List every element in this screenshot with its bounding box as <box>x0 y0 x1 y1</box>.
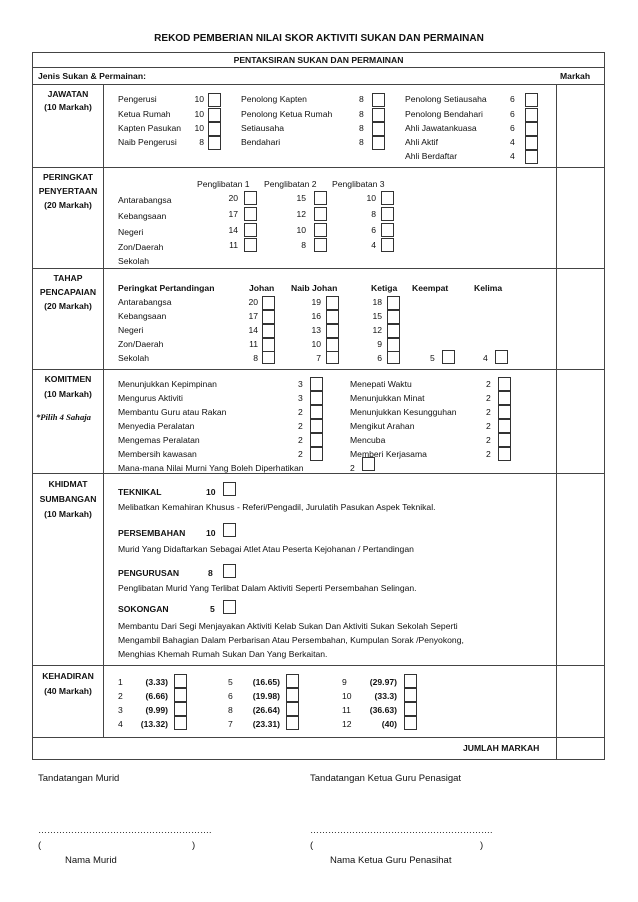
tahap-label-2: PENCAPAIAN <box>39 287 97 297</box>
checkbox[interactable] <box>286 688 299 702</box>
row-label: Antarabangsa <box>118 195 172 205</box>
option-value: 6 <box>510 109 515 119</box>
option-value: 8 <box>199 137 204 147</box>
khidmat-label-2: SUMBANGAN <box>39 494 97 504</box>
option-value: 14 <box>248 325 258 335</box>
option-value: 14 <box>228 225 238 235</box>
option-value: 8 <box>359 94 364 104</box>
week-score: (23.31) <box>252 719 280 729</box>
checkbox[interactable] <box>314 238 327 252</box>
checkbox[interactable] <box>244 223 257 237</box>
checkbox[interactable] <box>404 702 417 716</box>
checkbox[interactable] <box>381 191 394 205</box>
option-value: 4 <box>510 151 515 161</box>
checkbox[interactable] <box>498 419 511 433</box>
week-score: (9.99) <box>145 705 168 715</box>
option-value: 10 <box>194 123 204 133</box>
tahap-markah: (20 Markah) <box>44 301 92 311</box>
checkbox[interactable] <box>387 324 400 338</box>
column-header: Peringkat Pertandingan <box>118 283 215 293</box>
checkbox[interactable] <box>310 377 323 391</box>
option-label: Mencuba <box>350 435 386 445</box>
paren-close: ) <box>192 840 196 851</box>
paren-close: ) <box>480 840 484 851</box>
paren-open: ( <box>310 840 314 851</box>
week-score: (40) <box>381 719 397 729</box>
checkbox[interactable] <box>387 338 400 352</box>
checkbox[interactable] <box>442 350 455 364</box>
week-number: 6 <box>228 691 233 701</box>
option-label: Mana-mana Nilai Murni Yang Boleh Diperhatikan <box>118 463 304 473</box>
option-label: Penolong Setiausaha <box>405 94 487 104</box>
week-number: 3 <box>118 705 123 715</box>
checkbox[interactable] <box>495 350 508 364</box>
option-value: 10 <box>194 94 204 104</box>
item-description: Mengambil Bahagian Dalam Perbarisan Atau Persembahan, Kumpulan Sorak /Penyokong, <box>118 635 464 645</box>
option-value: 2 <box>486 449 491 459</box>
option-label: Ahli Jawatankuasa <box>405 123 477 133</box>
option-label: Menunjukkan Kepimpinan <box>118 379 217 389</box>
option-label: Ketua Rumah <box>118 109 171 119</box>
item-title: TEKNIKAL <box>118 487 162 497</box>
week-number: 5 <box>228 677 233 687</box>
nama-murid-label: Nama Murid <box>65 855 117 866</box>
divider <box>32 369 605 370</box>
option-value: 15 <box>372 311 382 321</box>
nama-guru-label: Nama Ketua Guru Penasihat <box>330 855 452 866</box>
option-label: Penolong Kapten <box>241 94 307 104</box>
option-label: Menunjukkan Kesungguhan <box>350 407 457 417</box>
paren-open: ( <box>38 840 42 851</box>
divider <box>32 473 605 474</box>
option-value: 6 <box>377 353 382 363</box>
week-number: 7 <box>228 719 233 729</box>
checkbox[interactable] <box>310 391 323 405</box>
option-value: 10 <box>296 225 306 235</box>
checkbox[interactable] <box>525 122 538 136</box>
checkbox[interactable] <box>174 688 187 702</box>
option-value: 4 <box>483 353 488 363</box>
option-value: 5 <box>210 604 215 614</box>
option-value: 7 <box>316 353 321 363</box>
checkbox[interactable] <box>174 702 187 716</box>
option-label: Membersih kawasan <box>118 449 197 459</box>
option-value: 8 <box>371 209 376 219</box>
peringkat-label: PERINGKAT <box>43 172 93 182</box>
option-value: 2 <box>486 435 491 445</box>
option-value: 17 <box>248 311 258 321</box>
checkbox[interactable] <box>387 350 400 364</box>
week-number: 1 <box>118 677 123 687</box>
option-value: 10 <box>366 193 376 203</box>
checkbox[interactable] <box>525 93 538 107</box>
option-value: 2 <box>298 407 303 417</box>
checkbox[interactable] <box>208 108 221 122</box>
checkbox[interactable] <box>498 433 511 447</box>
checkbox[interactable] <box>208 136 221 150</box>
option-value: 2 <box>486 407 491 417</box>
row-label: Antarabangsa <box>118 297 172 307</box>
checkbox[interactable] <box>498 377 511 391</box>
option-value: 2 <box>486 421 491 431</box>
checkbox[interactable] <box>381 223 394 237</box>
row-label: Kebangsaan <box>118 311 167 321</box>
row-label: Sekolah <box>118 256 150 266</box>
option-value: 15 <box>296 193 306 203</box>
checkbox[interactable] <box>223 523 236 537</box>
column-header: Penglibatan 1 <box>197 179 250 189</box>
option-value: 6 <box>510 123 515 133</box>
option-value: 10 <box>206 487 216 497</box>
option-label: Kapten Pasukan <box>118 123 182 133</box>
week-number: 9 <box>342 677 347 687</box>
checkbox[interactable] <box>310 447 323 461</box>
khidmat-markah: (10 Markah) <box>44 509 92 519</box>
checkbox[interactable] <box>326 350 339 364</box>
row-label: Negeri <box>118 325 144 335</box>
divider <box>32 67 605 68</box>
option-value: 2 <box>486 393 491 403</box>
row-label: Negeri <box>118 227 144 237</box>
option-label: Naib Pengerusi <box>118 137 177 147</box>
week-score: (13.32) <box>140 719 168 729</box>
option-label: Mengemas Peralatan <box>118 435 200 445</box>
row-label: Zon/Daerah <box>118 339 164 349</box>
checkbox[interactable] <box>174 716 187 730</box>
item-description: Murid Yang Didaftarkan Sebagai Atlet Atau Peserta Kejohanan / Pertandingan <box>118 544 414 554</box>
option-label: Penolong Bendahari <box>405 109 483 119</box>
checkbox[interactable] <box>244 207 257 221</box>
option-label: Mengikut Arahan <box>350 421 415 431</box>
option-value: 2 <box>298 435 303 445</box>
checkbox[interactable] <box>286 702 299 716</box>
checkbox[interactable] <box>525 136 538 150</box>
checkbox[interactable] <box>314 191 327 205</box>
jawatan-label: JAWATAN <box>47 89 89 99</box>
option-label: Ahli Berdaftar <box>405 151 458 161</box>
checkbox[interactable] <box>208 122 221 136</box>
week-score: (6.66) <box>145 691 168 701</box>
option-value: 6 <box>371 225 376 235</box>
divider <box>32 737 605 738</box>
option-label: Mengurus Aktiviti <box>118 393 183 403</box>
option-value: 17 <box>228 209 238 219</box>
checkbox[interactable] <box>244 191 257 205</box>
jawatan-markah: (10 Markah) <box>44 102 92 112</box>
option-value: 11 <box>229 240 238 250</box>
checkbox[interactable] <box>314 223 327 237</box>
week-score: (19.98) <box>252 691 280 701</box>
option-value: 9 <box>377 339 382 349</box>
checkbox[interactable] <box>372 108 385 122</box>
option-label: Bendahari <box>241 137 281 147</box>
checkbox[interactable] <box>404 674 417 688</box>
option-value: 4 <box>371 240 376 250</box>
item-description: Membantu Dari Segi Menjayakan Aktiviti Kelab Sukan Dan Aktiviti Sukan Sekolah Seperti <box>118 621 458 631</box>
peringkat-label-2: PENYERTAAN <box>38 186 98 196</box>
checkbox[interactable] <box>498 447 511 461</box>
option-label: Pengerusi <box>118 94 157 104</box>
markah-column-divider <box>556 84 557 737</box>
checkbox[interactable] <box>362 457 375 471</box>
divider <box>32 268 605 269</box>
week-score: (26.64) <box>252 705 280 715</box>
checkbox[interactable] <box>310 405 323 419</box>
markah-header: Markah <box>560 71 591 81</box>
checkbox[interactable] <box>262 324 275 338</box>
item-title: PERSEMBAHAN <box>118 528 186 538</box>
week-number: 4 <box>118 719 123 729</box>
week-score: (29.97) <box>369 677 397 687</box>
week-score: (3.33) <box>145 677 168 687</box>
label-column-divider <box>103 84 104 737</box>
markah-column-divider <box>556 737 557 760</box>
checkbox[interactable] <box>286 674 299 688</box>
checkbox[interactable] <box>310 433 323 447</box>
checkbox[interactable] <box>310 419 323 433</box>
checkbox[interactable] <box>372 93 385 107</box>
option-label: Setiausaha <box>241 123 285 133</box>
option-value: 8 <box>301 240 306 250</box>
option-value: 20 <box>248 297 258 307</box>
week-number: 2 <box>118 691 123 701</box>
checkbox[interactable] <box>498 405 511 419</box>
option-value: 2 <box>486 379 491 389</box>
checkbox[interactable] <box>404 716 417 730</box>
column-header: Kelima <box>474 283 503 293</box>
signature-guru-label: Tandatangan Ketua Guru Penasigat <box>310 773 462 784</box>
item-description: Penglibatan Murid Yang Terlibat Dalam Aktiviti Seperti Persembahan Selingan. <box>118 583 417 593</box>
item-title: SOKONGAN <box>118 604 169 614</box>
checkbox[interactable] <box>286 716 299 730</box>
checkbox[interactable] <box>387 310 400 324</box>
option-label: Menyedia Peralatan <box>118 421 195 431</box>
option-value: 2 <box>298 421 303 431</box>
option-value: 2 <box>350 463 355 473</box>
week-number: 11 <box>342 705 351 715</box>
checkbox[interactable] <box>381 207 394 221</box>
option-value: 2 <box>298 449 303 459</box>
tahap-label: TAHAP <box>53 273 83 283</box>
kehadiran-markah: (40 Markah) <box>44 686 92 696</box>
week-score: (16.65) <box>252 677 280 687</box>
checkbox[interactable] <box>404 688 417 702</box>
week-score: (36.63) <box>369 705 397 715</box>
checkbox[interactable] <box>326 310 339 324</box>
jenis-sukan-label: Jenis Sukan & Permainan: <box>38 71 146 81</box>
komitmen-markah: (10 Markah) <box>44 389 92 399</box>
checkbox[interactable] <box>326 296 339 310</box>
row-label: Kebangsaan <box>118 211 167 221</box>
signature-line-guru: ……………………………………………………. <box>310 825 493 835</box>
kehadiran-label: KEHADIRAN <box>42 671 94 681</box>
column-header: Penglibatan 2 <box>264 179 317 189</box>
checkbox[interactable] <box>262 350 275 364</box>
checkbox[interactable] <box>372 122 385 136</box>
option-value: 8 <box>359 109 364 119</box>
checkbox[interactable] <box>262 296 275 310</box>
option-value: 8 <box>253 353 258 363</box>
option-label: Penolong Ketua Rumah <box>241 109 333 119</box>
section-subtitle: PENTAKSIRAN SUKAN DAN PERMAINAN <box>233 55 404 65</box>
option-value: 3 <box>298 379 303 389</box>
khidmat-label: KHIDMAT <box>48 479 88 489</box>
checkbox[interactable] <box>372 136 385 150</box>
item-title: PENGURUSAN <box>118 568 180 578</box>
checkbox[interactable] <box>262 310 275 324</box>
week-number: 12 <box>342 719 352 729</box>
checkbox[interactable] <box>498 391 511 405</box>
column-header: Keempat <box>412 283 449 293</box>
option-value: 8 <box>359 123 364 133</box>
checkbox[interactable] <box>223 564 236 578</box>
option-value: 10 <box>311 339 321 349</box>
option-value: 19 <box>311 297 321 307</box>
checkbox[interactable] <box>525 108 538 122</box>
row-label: Zon/Daerah <box>118 242 164 252</box>
option-value: 12 <box>372 325 382 335</box>
option-value: 6 <box>510 94 515 104</box>
option-value: 11 <box>249 339 258 349</box>
column-header: Naib Johan <box>291 283 338 293</box>
option-label: Menepati Waktu <box>350 379 412 389</box>
checkbox[interactable] <box>244 238 257 252</box>
week-score: (33.3) <box>374 691 397 701</box>
option-value: 8 <box>359 137 364 147</box>
option-value: 8 <box>208 568 213 578</box>
page-title: REKOD PEMBERIAN NILAI SKOR AKTIVITI SUKAN DAN PERMAINAN <box>154 33 484 44</box>
checkbox[interactable] <box>208 93 221 107</box>
column-header: Penglibatan 3 <box>332 179 385 189</box>
option-value: 20 <box>228 193 238 203</box>
komitmen-label: KOMITMEN <box>44 374 92 384</box>
peringkat-markah: (20 Markah) <box>44 200 92 210</box>
item-description: Menghias Khemah Rumah Sukan Dan Yang Berkaitan. <box>118 649 328 659</box>
checkbox[interactable] <box>326 324 339 338</box>
option-value: 10 <box>194 109 204 119</box>
option-value: 5 <box>430 353 435 363</box>
option-value: 13 <box>311 325 321 335</box>
option-value: 3 <box>298 393 303 403</box>
option-value: 12 <box>296 209 306 219</box>
option-value: 16 <box>311 311 321 321</box>
option-value: 10 <box>206 528 216 538</box>
column-header: Johan <box>249 283 275 293</box>
komitmen-note: *Pilih 4 Sahaja <box>36 412 91 422</box>
checkbox[interactable] <box>314 207 327 221</box>
checkbox[interactable] <box>223 482 236 496</box>
row-label: Sekolah <box>118 353 150 363</box>
divider <box>32 84 605 85</box>
signature-murid-label: Tandatangan Murid <box>38 773 120 784</box>
week-number: 10 <box>342 691 352 701</box>
option-value: 4 <box>510 137 515 147</box>
checkbox[interactable] <box>525 150 538 164</box>
option-label: Membantu Guru atau Rakan <box>118 407 227 417</box>
checkbox[interactable] <box>387 296 400 310</box>
item-description: Melibatkan Kemahiran Khusus - Referi/Pengadil, Jurulatih Pasukan Aspek Teknikal. <box>118 502 436 512</box>
signature-line-murid: …………………………………………………. <box>38 825 212 835</box>
option-label: Menunjukkan Minat <box>350 393 425 403</box>
column-header: Ketiga <box>371 283 398 293</box>
checkbox[interactable] <box>262 338 275 352</box>
week-number: 8 <box>228 705 233 715</box>
checkbox[interactable] <box>381 238 394 252</box>
divider <box>32 167 605 168</box>
checkbox[interactable] <box>326 338 339 352</box>
jumlah-markah-label: JUMLAH MARKAH <box>463 743 540 753</box>
divider <box>32 665 605 666</box>
option-value: 18 <box>372 297 382 307</box>
checkbox[interactable] <box>174 674 187 688</box>
option-label: Ahli Aktif <box>405 137 438 147</box>
checkbox[interactable] <box>223 600 236 614</box>
option-label: Memberi Kerjasama <box>350 449 427 459</box>
